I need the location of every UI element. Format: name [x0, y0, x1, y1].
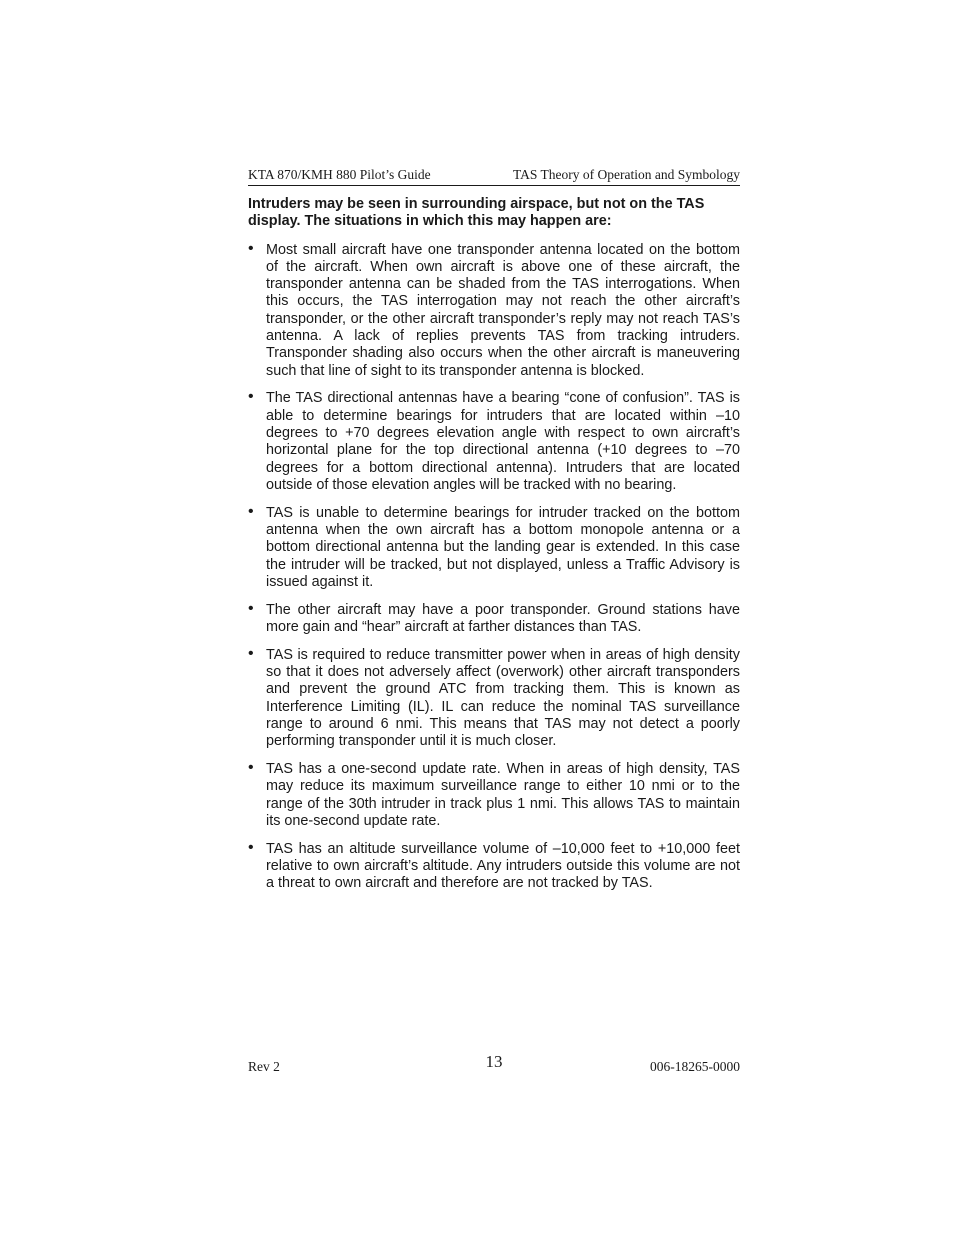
- intro-paragraph: Intruders may be seen in surrounding airspace, but not on the TAS display. The situations in which this may happen are:: [248, 196, 705, 230]
- bullet-icon: •: [248, 502, 254, 520]
- list-item: [248, 644, 740, 751]
- list-item: [248, 502, 740, 591]
- bullet-icon: •: [248, 838, 254, 856]
- bullet-icon: •: [248, 599, 254, 617]
- list-item-text: TAS has an altitude surveillance volume of –10,000 feet to +10,000 feet relative to own aircraft’s altitude. Any intruders outside this volume are not a threat to own aircraft and therefore are not tracked by TAS.: [266, 840, 740, 892]
- list-item: [248, 239, 740, 380]
- bullet-icon: •: [248, 759, 254, 777]
- bullet-icon: •: [248, 644, 254, 662]
- bullet-icon: •: [248, 388, 254, 406]
- running-footer: [248, 1052, 740, 1076]
- list-item: [248, 838, 740, 893]
- header-section-title: TAS Theory of Operation and Symbology: [512, 167, 740, 182]
- list-item-text: The other aircraft may have a poor transponder. Ground stations have more gain and “hear” aircraft at farther distances than TAS.: [266, 601, 740, 636]
- bullet-list: [248, 239, 740, 893]
- footer-document-number: 006-18265-0000: [650, 1059, 740, 1074]
- bullet-icon: •: [248, 239, 254, 257]
- list-item-text: TAS is required to reduce transmitter power when in areas of high density so that it does not adversely affect (overwork) other aircraft transponders and prevent the ground ATC from tracking them. This is known as Interference Limiting (IL). IL can reduce the nominal TAS surveillance range to around 6 nmi. This means that TAS may not detect a poorly performing transponder until it is much closer.: [266, 646, 740, 750]
- page-body: [248, 196, 740, 903]
- page-number: 13: [485, 1052, 503, 1071]
- list-item-text: TAS has a one-second update rate. When in areas of high density, TAS may reduce its maximum surveillance range to either 10 nmi or to the range of the 30th intruder in track plus 1 nmi. This allows TAS to maintain its one-second update rate.: [266, 761, 740, 829]
- running-header: [248, 166, 740, 186]
- list-item-text: Most small aircraft have one transponder antenna located on the bottom of the aircraft. When own aircraft is above one of these aircraft, the transponder antenna can be shaded from the TAS interrogations. When this occurs, the TAS interrogation may not reach the other aircraft’s transponder, or the other aircraft transponder’s reply may not reach TAS’s antenna. A lack of replies prevents TAS from tracking intruders. Transponder shading also occurs when the other aircraft is maneuvering such that line of sight to its transponder antenna is blocked.: [266, 241, 740, 379]
- list-item-text: TAS is unable to determine bearings for intruder tracked on the bottom antenna when the own aircraft has a bottom monopole antenna or a bottom directional antenna but the landing gear is extended. In this case the intruder will be tracked, but not displayed, unless a Traffic Advisory is issued against it.: [266, 504, 740, 590]
- list-item: [248, 599, 740, 637]
- list-item: [248, 390, 740, 494]
- list-item-text: The TAS directional antennas have a bearing “cone of confusion”. TAS is able to determine bearings for intruders that are located within –10 degrees to +70 degrees elevation angle with respect to own aircraft’s horizontal plane for the top directional antenna (+10 degrees to –70 degrees for a bottom directional antenna). Intruders that are located outside of those elevation angles will be tracked with no bearing.: [266, 390, 740, 493]
- header-guide-title: KTA 870/KMH 880 Pilot’s Guide: [248, 167, 431, 182]
- footer-revision: Rev 2: [248, 1059, 280, 1074]
- list-item: [248, 761, 740, 830]
